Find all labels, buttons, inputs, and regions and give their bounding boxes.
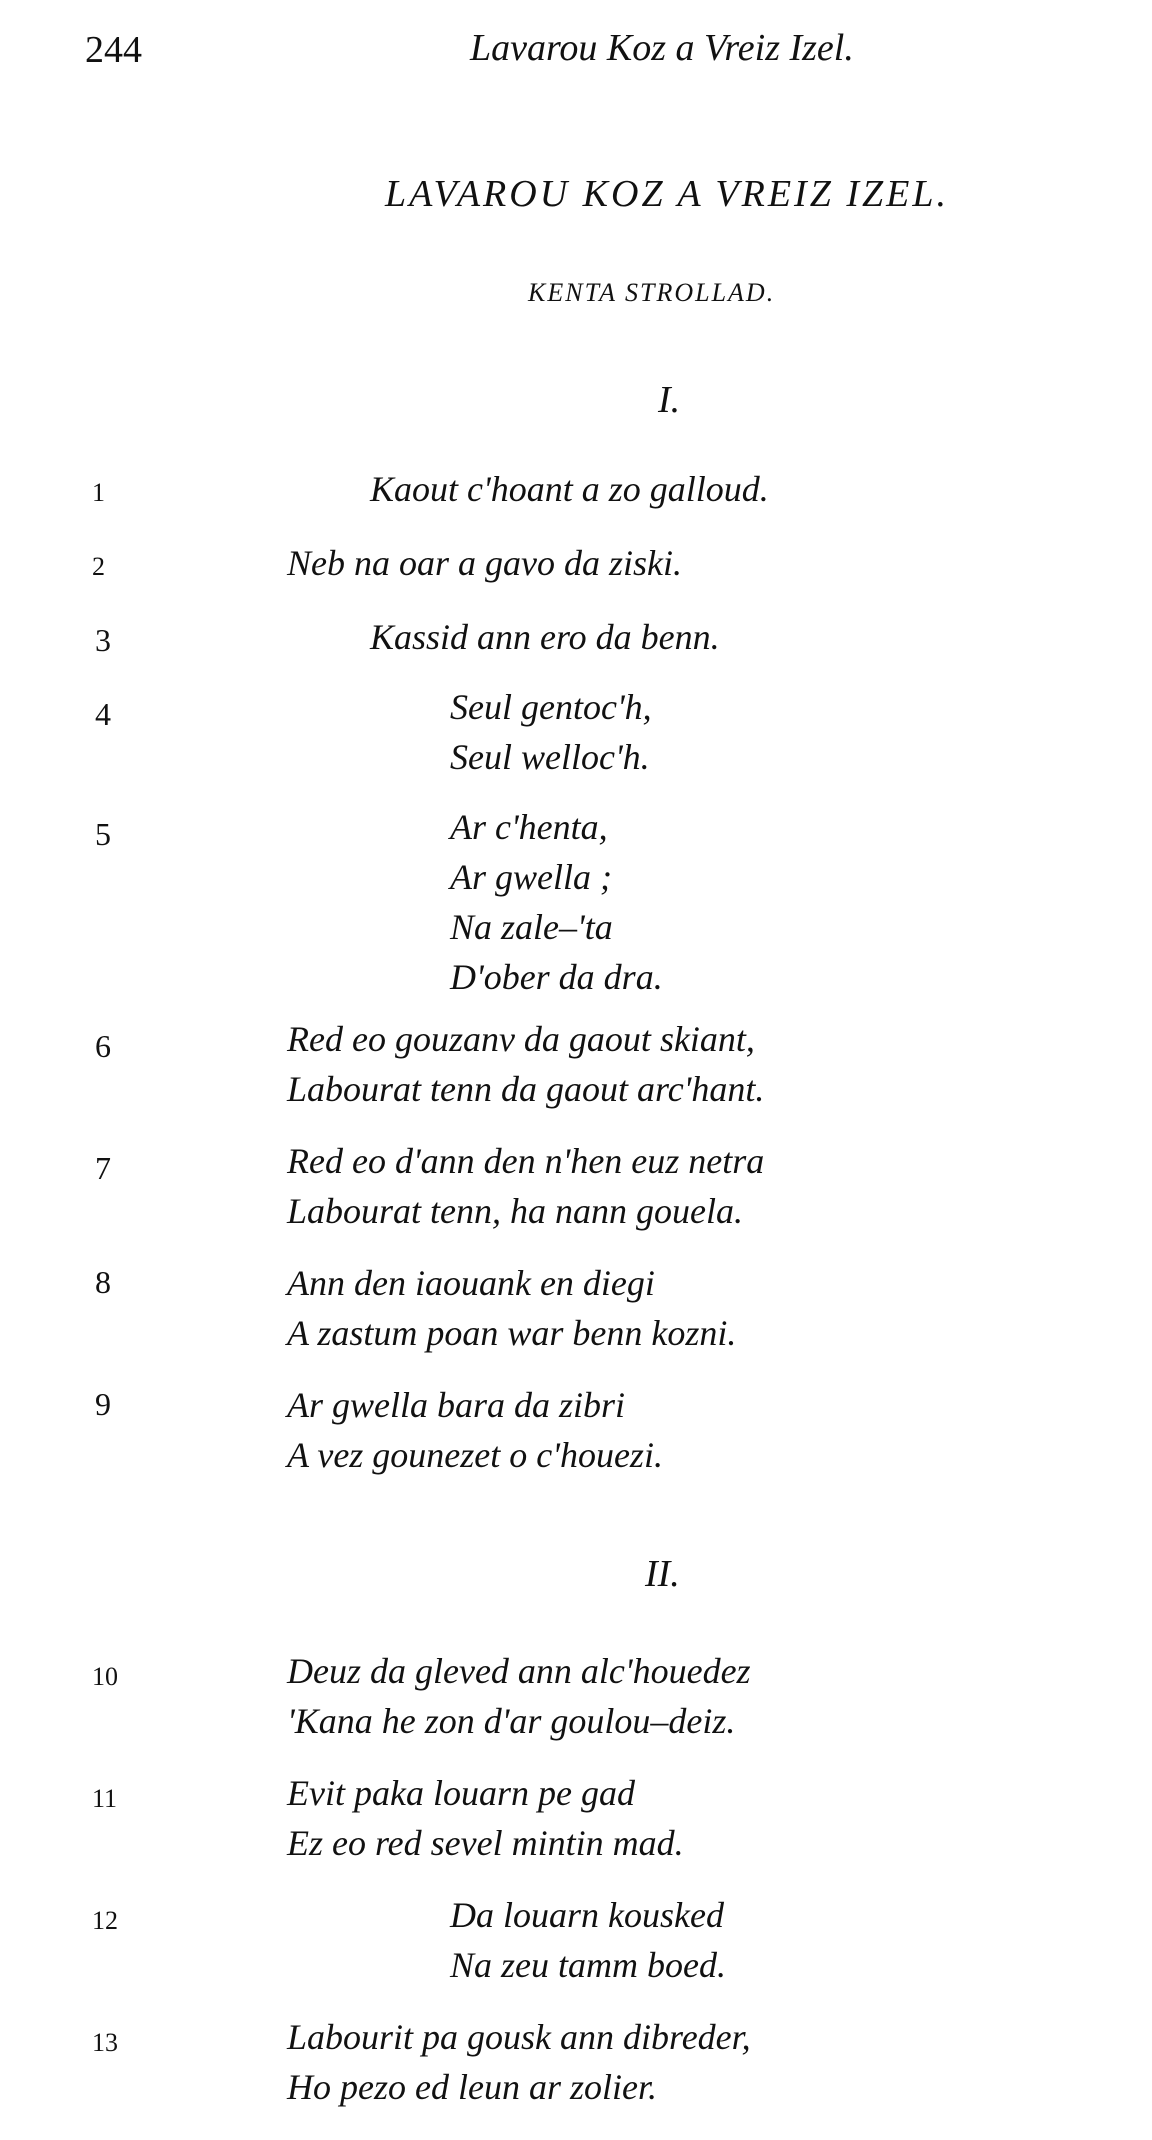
- proverb-line: Labourat tenn, ha nann gouela.: [287, 1191, 743, 1231]
- proverb-line: A zastum poan war benn kozni.: [287, 1313, 737, 1353]
- proverb-number: 1: [92, 478, 105, 507]
- page-title: LAVAROU KOZ A VREIZ IZEL.: [385, 173, 949, 215]
- proverb-line: 'Kana he zon d'ar goulou–deiz.: [287, 1701, 736, 1741]
- proverb-number: 9: [95, 1386, 111, 1422]
- proverb-number: 11: [92, 1784, 118, 1813]
- proverb-text: [287, 1258, 736, 1358]
- proverb-number: 8: [95, 1264, 111, 1300]
- proverb-text: [287, 2012, 751, 2112]
- proverb-number: 5: [95, 816, 111, 852]
- proverb-line: Evit paka louarn pe gad: [287, 1773, 635, 1813]
- proverb-text: [450, 1890, 726, 1990]
- proverb-line: Kassid ann ero da benn.: [370, 617, 720, 657]
- proverb-text: [450, 682, 652, 782]
- proverb-line: Na zale–'ta: [450, 907, 613, 947]
- proverb-line: Ar c'henta,: [450, 807, 608, 847]
- proverb-line: Ez eo red sevel mintin mad.: [287, 1823, 684, 1863]
- proverb-line: D'ober da dra.: [450, 957, 663, 997]
- running-head: Lavarou Koz a Vreiz Izel.: [470, 27, 854, 69]
- proverb-line: Ann den iaouank en diegi: [287, 1263, 655, 1303]
- proverb-number: 2: [92, 552, 105, 581]
- proverb-number: 10: [92, 1662, 118, 1691]
- proverb-text: [287, 1646, 751, 1746]
- proverb-number: 13: [92, 2028, 118, 2057]
- proverb-line: Ar gwella bara da zibri: [287, 1385, 626, 1425]
- proverb-line: Seul welloc'h.: [450, 737, 650, 777]
- proverb-line: Neb na oar a gavo da ziski.: [287, 543, 682, 583]
- proverb-line: Ho pezo ed leun ar zolier.: [287, 2067, 657, 2107]
- proverb-line: Na zeu tamm boed.: [450, 1945, 726, 1985]
- page-number: 244: [85, 29, 142, 71]
- proverb-text: [287, 1768, 684, 1868]
- proverb-text: [370, 464, 769, 514]
- proverb-line: Ar gwella ;: [450, 857, 612, 897]
- proverb-number: 7: [95, 1150, 111, 1186]
- proverb-line: Red eo d'ann den n'hen euz netra: [287, 1141, 765, 1181]
- proverb-number: 6: [95, 1028, 111, 1064]
- proverb-number: 12: [92, 1906, 118, 1935]
- proverb-line: A vez gounezet o c'houezi.: [287, 1435, 663, 1475]
- proverb-text: [450, 802, 663, 1002]
- proverb-line: Seul gentoc'h,: [450, 687, 652, 727]
- proverb-text: [287, 1014, 764, 1114]
- proverb-line: Deuz da gleved ann alc'houedez: [287, 1651, 751, 1691]
- proverb-line: Labourat tenn da gaout arc'hant.: [287, 1069, 765, 1109]
- proverb-number: 3: [95, 622, 111, 658]
- proverb-text: [370, 612, 720, 662]
- proverb-text: [287, 538, 682, 588]
- proverb-text: [287, 1136, 764, 1236]
- proverb-line: Red eo gouzanv da gaout skiant,: [287, 1019, 755, 1059]
- section-heading: I.: [658, 379, 681, 421]
- page-subtitle: KENTA STROLLAD.: [528, 278, 776, 307]
- proverb-line: Labourit pa gousk ann dibreder,: [287, 2017, 751, 2057]
- proverb-line: Da louarn kousked: [450, 1895, 724, 1935]
- proverb-text: [287, 1380, 663, 1480]
- section-heading: II.: [645, 1553, 680, 1595]
- proverb-line: Kaout c'hoant a zo galloud.: [370, 469, 769, 509]
- proverb-number: 4: [95, 696, 111, 732]
